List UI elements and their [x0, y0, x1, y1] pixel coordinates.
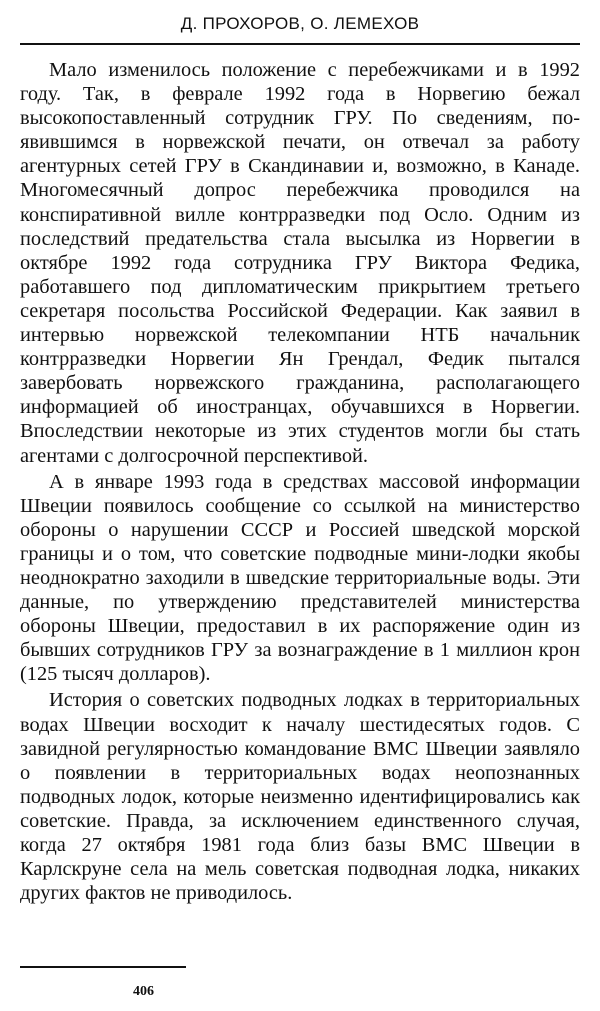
paragraph-submarines-history: История о советских подводных лодках в территориальных водах Швеции восходит к началу шестидесятых годов. С завидной регулярностью командование ВМС Швеции заявляло о появлении в территориальных водах неопознанных подводных лодок, которые неизменно идентифицировались как советские. Правда, за исключением единственного случая, когда 27 октября 1981 года близ базы ВМС Швеции в Карлскруне села на мель советская подводная лодка, никаких других фактов не приводилось.	[20, 689, 580, 905]
footer-rule	[20, 966, 186, 968]
paragraph-sweden-1993: А в январе 1993 года в средствах массовой информации Швеции появилось сообщение со ссылкой на министерство обороны о нарушении СССР и Россией шведской морской границы и о том, что советские подводные мини-лодки якобы неоднократно заходили в шведские территориальные воды. Эти данные, по утверждению представителей министерства обороны Швеции, предоставил в их распоряжение один из бывших сотрудников ГРУ за вознаграждение в 1 миллион крон (125 тысяч долларов).	[20, 470, 580, 686]
body-text	[20, 58, 580, 905]
page-number: 406	[133, 984, 154, 999]
paragraph-defectors-1992: Мало изменилось положение с перебежчиками и в 1992 году. Так, в феврале 1992 года в Норвегию бежал высокопоставленный сотрудник ГРУ. По сведениям, появившимся в норвежской печати, он отвечал за работу агентурных сетей ГРУ в Скандинавии и, возможно, в Канаде. Многомесячный допрос перебежчика проводился на конспиративной вилле контрразведки под Осло. Одним из последствий предательства стала высылка из Норвегии в октябре 1992 года сотрудника ГРУ Виктора Федика, работавшего под дипломатическим прикрытием третьего секретаря посольства Российской Федерации. Как заявил в интервью норвежской телекомпании НТБ начальник контрразведки Норвегии Ян Грендал, Федик пытался завербовать норвежского гражданина, располагающего информацией об иностранцах, обучавшихся в Норвегии. Впоследствии некоторые из этих студентов могли бы стать агентами с долгосрочной перспективой.	[20, 59, 580, 467]
running-head: Д. ПРОХОРОВ, О. ЛЕМЕХОВ	[180, 14, 420, 33]
header-rule	[20, 43, 580, 45]
